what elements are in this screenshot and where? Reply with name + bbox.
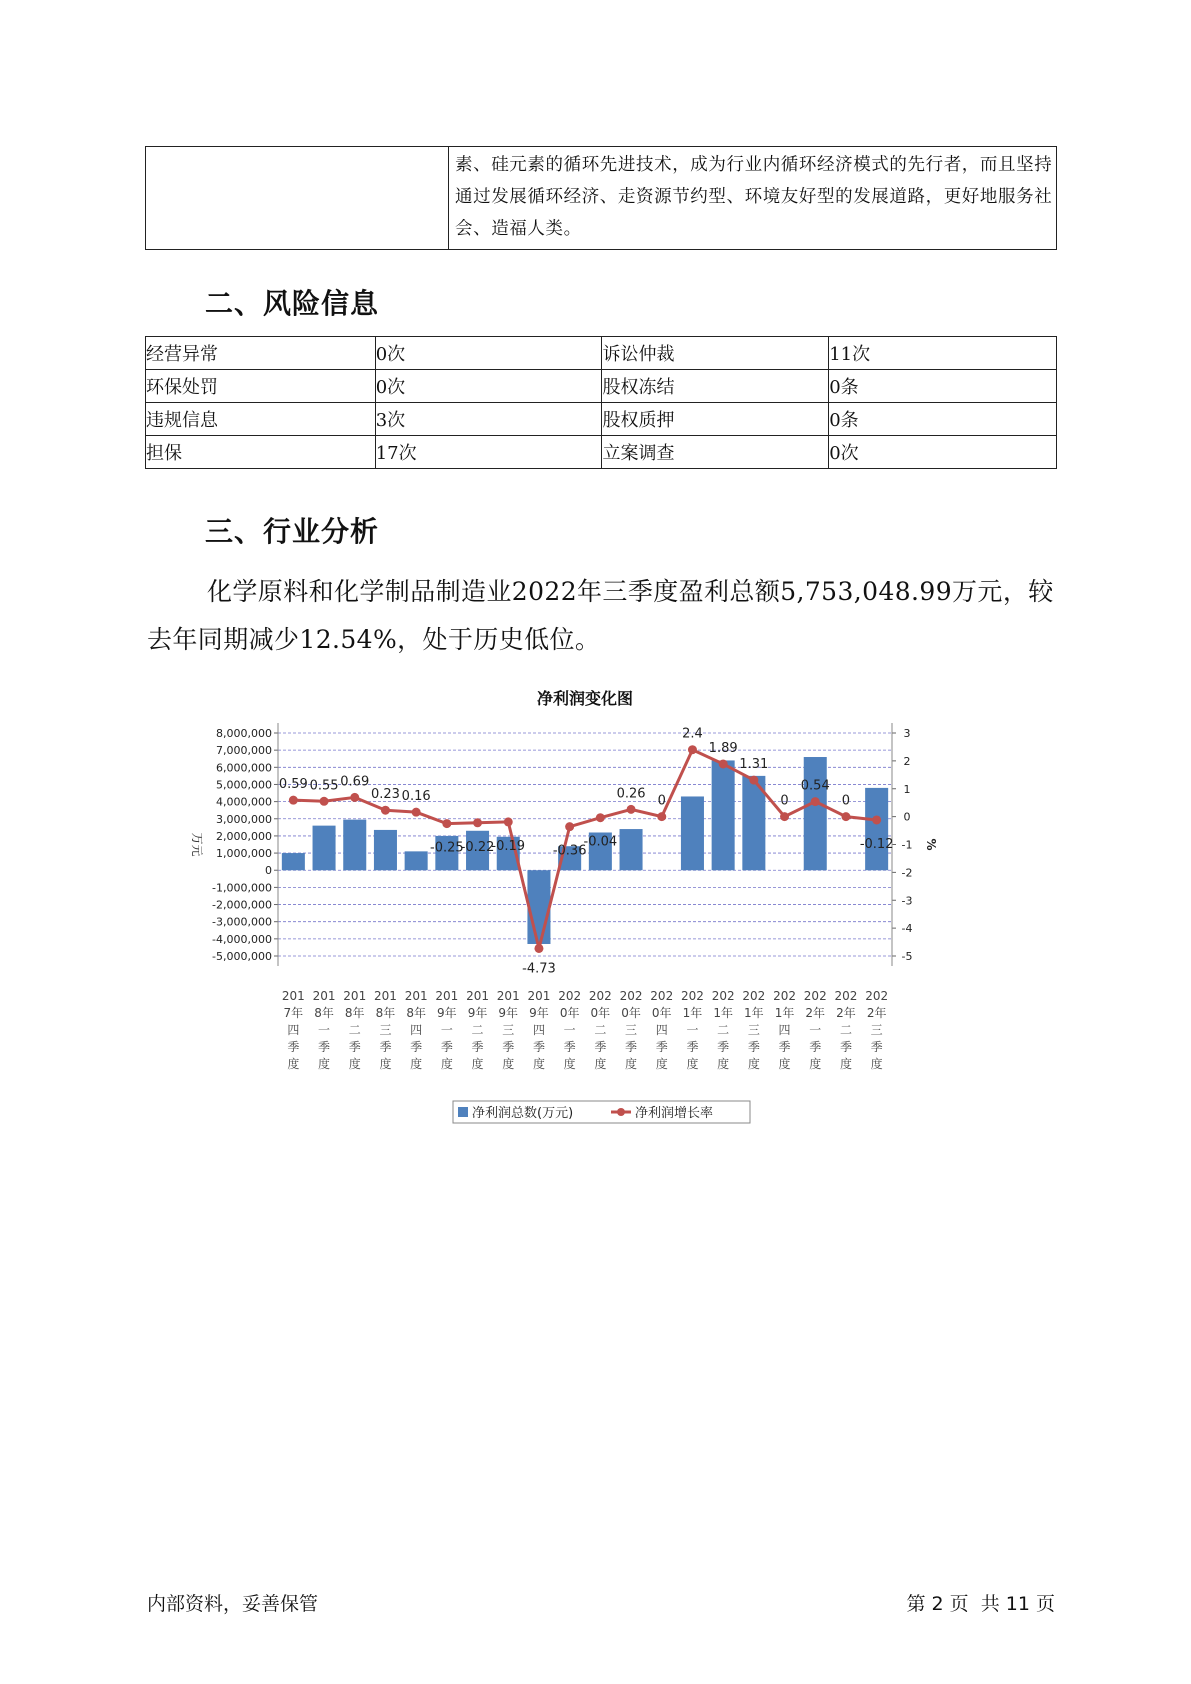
growth-point — [811, 797, 820, 806]
industry-paragraph-text: 化学原料和化学制品制造业2022年三季度盈利总额5,753,048.99万元，较去年同期减少12.54%，处于历史低位。 — [147, 577, 1054, 654]
x-category-label: 202 — [680, 989, 704, 1003]
bar — [620, 829, 643, 870]
right-tick-label: 2 — [903, 754, 911, 768]
x-category-label: 度 — [440, 1057, 453, 1071]
x-category-label: 8年 — [375, 1006, 396, 1020]
x-category-label: 201 — [373, 989, 397, 1003]
x-category-label: 季 — [747, 1040, 760, 1054]
x-category-label: 0年 — [621, 1006, 641, 1020]
x-category-label: 季 — [686, 1040, 699, 1054]
x-category-label: 一 — [686, 1023, 699, 1037]
growth-data-label: 0 — [657, 793, 666, 809]
bar — [527, 870, 550, 944]
risk-label: 违规信息 — [146, 403, 376, 436]
growth-data-label: 1.89 — [708, 740, 738, 756]
growth-point — [749, 776, 758, 785]
x-category-label: 三 — [625, 1023, 638, 1037]
risk-value: 17次 — [375, 436, 602, 469]
x-category-label: 度 — [563, 1057, 576, 1071]
x-category-label: 度 — [594, 1057, 607, 1071]
left-tick-label: 6,000,000 — [216, 761, 272, 775]
x-category-label: 一 — [563, 1023, 576, 1037]
growth-point — [565, 822, 574, 831]
right-tick-label: -3 — [901, 894, 913, 908]
x-category-label: 9年 — [467, 1006, 488, 1020]
x-category-label: 度 — [502, 1057, 515, 1071]
growth-point — [657, 812, 666, 821]
x-category-label: 度 — [410, 1057, 423, 1071]
right-tick-label: 1 — [903, 782, 911, 796]
x-category-label: 四 — [532, 1023, 545, 1037]
x-category-label: 季 — [625, 1040, 638, 1054]
growth-point — [412, 808, 421, 817]
right-tick-label: -4 — [901, 922, 913, 936]
bar — [405, 851, 428, 870]
growth-point — [320, 797, 329, 806]
growth-data-label: 0.59 — [278, 777, 308, 793]
growth-point — [381, 806, 390, 815]
x-category-label: 一 — [809, 1023, 822, 1037]
x-category-label: 202 — [773, 989, 797, 1003]
x-category-label: 季 — [870, 1040, 883, 1054]
left-axis-title: 万元 — [190, 832, 204, 857]
left-tick-label: 1,000,000 — [216, 847, 272, 861]
x-category-label: 季 — [287, 1040, 300, 1054]
left-tick-label: 2,000,000 — [216, 829, 272, 843]
growth-point — [473, 818, 482, 827]
x-category-label: 度 — [379, 1057, 392, 1071]
x-category-label: 季 — [379, 1040, 392, 1054]
risk-label: 担保 — [146, 436, 376, 469]
x-category-label: 度 — [532, 1057, 545, 1071]
right-tick-label: 0 — [903, 810, 911, 824]
growth-point — [841, 812, 850, 821]
x-category-label: 四 — [410, 1023, 423, 1037]
x-category-label: 202 — [865, 989, 889, 1003]
x-category-label: 三 — [379, 1023, 392, 1037]
x-category-label: 1年 — [774, 1006, 795, 1020]
legend-bar-label: 净利润总数(万元) — [472, 1106, 574, 1121]
x-category-label: 202 — [588, 989, 612, 1003]
bar — [804, 757, 827, 870]
x-category-label: 一 — [318, 1023, 331, 1037]
legend-bar-swatch — [458, 1107, 468, 1117]
empty-left-cell — [146, 147, 449, 250]
x-category-label: 二 — [839, 1023, 852, 1037]
x-category-label: 季 — [778, 1040, 791, 1054]
x-category-label: 度 — [287, 1057, 300, 1071]
risk-row — [146, 337, 1057, 370]
growth-point — [596, 813, 605, 822]
x-category-label: 度 — [870, 1057, 883, 1071]
growth-point — [627, 805, 636, 814]
growth-data-label: 0.69 — [340, 774, 370, 790]
x-category-label: 度 — [778, 1057, 791, 1071]
bar — [374, 830, 397, 870]
x-category-label: 季 — [502, 1040, 515, 1054]
bar — [343, 820, 366, 871]
x-category-label: 0年 — [651, 1006, 672, 1020]
continuation-table — [145, 146, 1057, 250]
bar — [681, 796, 704, 870]
x-category-label: 201 — [343, 989, 367, 1003]
risk-label: 股权冻结 — [602, 370, 829, 403]
x-category-label: 度 — [686, 1057, 699, 1071]
x-category-label: 度 — [839, 1057, 852, 1071]
x-category-label: 季 — [348, 1040, 361, 1054]
risk-value: 0条 — [829, 403, 1057, 436]
x-category-label: 四 — [655, 1023, 668, 1037]
x-category-label: 季 — [410, 1040, 423, 1054]
right-axis-title: % — [924, 838, 938, 851]
x-category-label: 度 — [655, 1057, 668, 1071]
x-category-label: 9年 — [437, 1006, 457, 1020]
x-category-label: 季 — [594, 1040, 607, 1054]
x-category-label: 1年 — [744, 1006, 764, 1020]
x-category-label: 201 — [435, 989, 459, 1003]
x-category-label: 三 — [747, 1023, 760, 1037]
x-category-label: 二 — [348, 1023, 361, 1037]
x-category-label: 季 — [440, 1040, 453, 1054]
x-category-label: 二 — [471, 1023, 484, 1037]
x-category-label: 二 — [594, 1023, 607, 1037]
x-category-label: 9年 — [529, 1006, 549, 1020]
growth-data-label: 0.55 — [309, 778, 339, 794]
footer-page-number: 第 2 页 共 11 页 — [906, 1593, 1055, 1615]
x-category-label: 201 — [281, 989, 305, 1003]
x-category-label: 季 — [655, 1040, 668, 1054]
growth-data-label: -0.12 — [859, 836, 894, 852]
growth-data-label: 0.16 — [401, 789, 431, 805]
risk-value: 0条 — [829, 370, 1057, 403]
x-category-label: 1年 — [682, 1006, 703, 1020]
bar — [313, 826, 336, 871]
risk-value: 11次 — [829, 337, 1057, 370]
right-tick-label: -1 — [901, 838, 913, 852]
x-category-label: 201 — [527, 989, 551, 1003]
x-category-label: 7年 — [283, 1006, 304, 1020]
x-category-label: 季 — [717, 1040, 730, 1054]
left-tick-label: 7,000,000 — [216, 744, 272, 758]
risk-label: 诉讼仲裁 — [602, 337, 829, 370]
continuation-text: 素、硅元素的循环先进技术，成为行业内循环经济模式的先行者，而且坚持通过发展循环经济、走资源节约型、环境友好型的发展道路，更好地服务社会、造福人类。 — [449, 147, 1057, 250]
growth-point — [780, 812, 789, 821]
x-category-label: 2年 — [866, 1006, 887, 1020]
x-category-label: 2年 — [805, 1006, 826, 1020]
left-tick-label: -3,000,000 — [212, 915, 272, 929]
x-category-label: 度 — [809, 1057, 822, 1071]
x-category-label: 202 — [558, 989, 582, 1003]
section-title-risk: 二、风险信息 — [205, 287, 380, 320]
left-tick-label: 4,000,000 — [216, 795, 272, 809]
left-tick-label: 8,000,000 — [216, 727, 272, 740]
growth-data-label: 0.26 — [616, 786, 646, 802]
growth-point — [289, 796, 298, 805]
x-category-label: 一 — [440, 1023, 453, 1037]
growth-data-label: 0.54 — [800, 778, 830, 794]
risk-value: 0次 — [375, 337, 602, 370]
growth-point — [719, 759, 728, 768]
x-category-label: 1年 — [713, 1006, 733, 1020]
growth-data-label: -0.04 — [583, 834, 618, 850]
x-category-label: 度 — [747, 1057, 760, 1071]
left-tick-label: 3,000,000 — [216, 812, 272, 826]
industry-paragraph — [147, 568, 1057, 664]
risk-table — [145, 336, 1057, 469]
risk-row — [146, 370, 1057, 403]
x-category-label: 0年 — [559, 1006, 580, 1020]
risk-value: 0次 — [829, 436, 1057, 469]
right-tick-label: 3 — [903, 727, 911, 740]
x-category-label: 季 — [532, 1040, 545, 1054]
x-category-label: 度 — [318, 1057, 331, 1071]
x-category-label: 8年 — [406, 1006, 426, 1020]
x-category-label: 度 — [625, 1057, 638, 1071]
x-category-label: 201 — [496, 989, 520, 1003]
growth-point — [534, 944, 543, 953]
left-tick-label: -5,000,000 — [212, 950, 272, 963]
risk-label: 环保处罚 — [146, 370, 376, 403]
left-tick-label: 0 — [265, 864, 272, 878]
growth-data-label: -4.73 — [522, 961, 556, 977]
x-category-label: 度 — [471, 1057, 484, 1071]
x-category-label: 201 — [312, 989, 336, 1003]
growth-data-label: 0 — [841, 793, 851, 809]
x-category-label: 三 — [870, 1023, 883, 1037]
net-profit-chart — [185, 686, 985, 1146]
risk-label: 经营异常 — [146, 337, 376, 370]
growth-data-label: 0.23 — [370, 787, 400, 803]
risk-value: 0次 — [375, 370, 602, 403]
x-category-label: 202 — [619, 989, 643, 1003]
growth-data-label: -0.25 — [430, 840, 464, 856]
x-category-label: 8年 — [314, 1006, 334, 1020]
x-category-label: 三 — [502, 1023, 515, 1037]
x-category-label: 季 — [809, 1040, 822, 1054]
right-tick-label: -2 — [901, 866, 913, 880]
x-category-label: 202 — [803, 989, 827, 1003]
risk-label: 立案调查 — [602, 436, 829, 469]
growth-point — [688, 745, 697, 754]
bar — [712, 760, 735, 870]
growth-point — [872, 815, 881, 824]
bar — [282, 853, 305, 870]
x-category-label: 度 — [717, 1057, 730, 1071]
growth-point — [442, 819, 451, 828]
risk-value: 3次 — [375, 403, 602, 436]
x-category-label: 季 — [839, 1040, 852, 1054]
growth-data-label: -0.22 — [460, 839, 495, 855]
x-category-label: 四 — [287, 1023, 300, 1037]
growth-data-label: -0.36 — [552, 843, 587, 859]
x-category-label: 度 — [348, 1057, 361, 1071]
footer-left: 内部资料，妥善保管 — [147, 1593, 319, 1615]
left-tick-label: -4,000,000 — [212, 932, 272, 946]
section-title-industry: 三、行业分析 — [205, 515, 380, 548]
x-category-label: 二 — [717, 1023, 730, 1037]
x-category-label: 季 — [318, 1040, 331, 1054]
x-category-label: 201 — [404, 989, 428, 1003]
legend-line-marker — [617, 1108, 625, 1116]
x-category-label: 四 — [778, 1023, 791, 1037]
growth-point — [504, 817, 513, 826]
x-category-label: 202 — [834, 989, 858, 1003]
risk-label: 股权质押 — [602, 403, 829, 436]
x-category-label: 201 — [466, 989, 490, 1003]
risk-row — [146, 403, 1057, 436]
left-tick-label: -2,000,000 — [212, 898, 272, 912]
risk-row — [146, 436, 1057, 469]
left-tick-label: 5,000,000 — [216, 778, 272, 792]
growth-data-label: 2.4 — [682, 726, 703, 742]
x-category-label: 0年 — [590, 1006, 611, 1020]
growth-point — [350, 793, 359, 802]
legend-line-label: 净利润增长率 — [635, 1106, 714, 1121]
x-category-label: 2年 — [836, 1006, 856, 1020]
x-category-label: 8年 — [344, 1006, 365, 1020]
growth-data-label: 0 — [780, 793, 789, 809]
x-category-label: 202 — [650, 989, 674, 1003]
x-category-label: 9年 — [498, 1006, 519, 1020]
x-category-label: 季 — [471, 1040, 484, 1054]
growth-data-label: 1.31 — [739, 757, 769, 773]
left-tick-label: -1,000,000 — [212, 881, 272, 895]
growth-data-label: -0.19 — [491, 838, 526, 854]
x-category-label: 季 — [563, 1040, 576, 1054]
x-category-label: 202 — [711, 989, 735, 1003]
x-category-label: 202 — [742, 989, 766, 1003]
right-tick-label: -5 — [901, 950, 913, 963]
chart-title: 净利润变化图 — [536, 689, 634, 708]
bar — [865, 788, 888, 870]
